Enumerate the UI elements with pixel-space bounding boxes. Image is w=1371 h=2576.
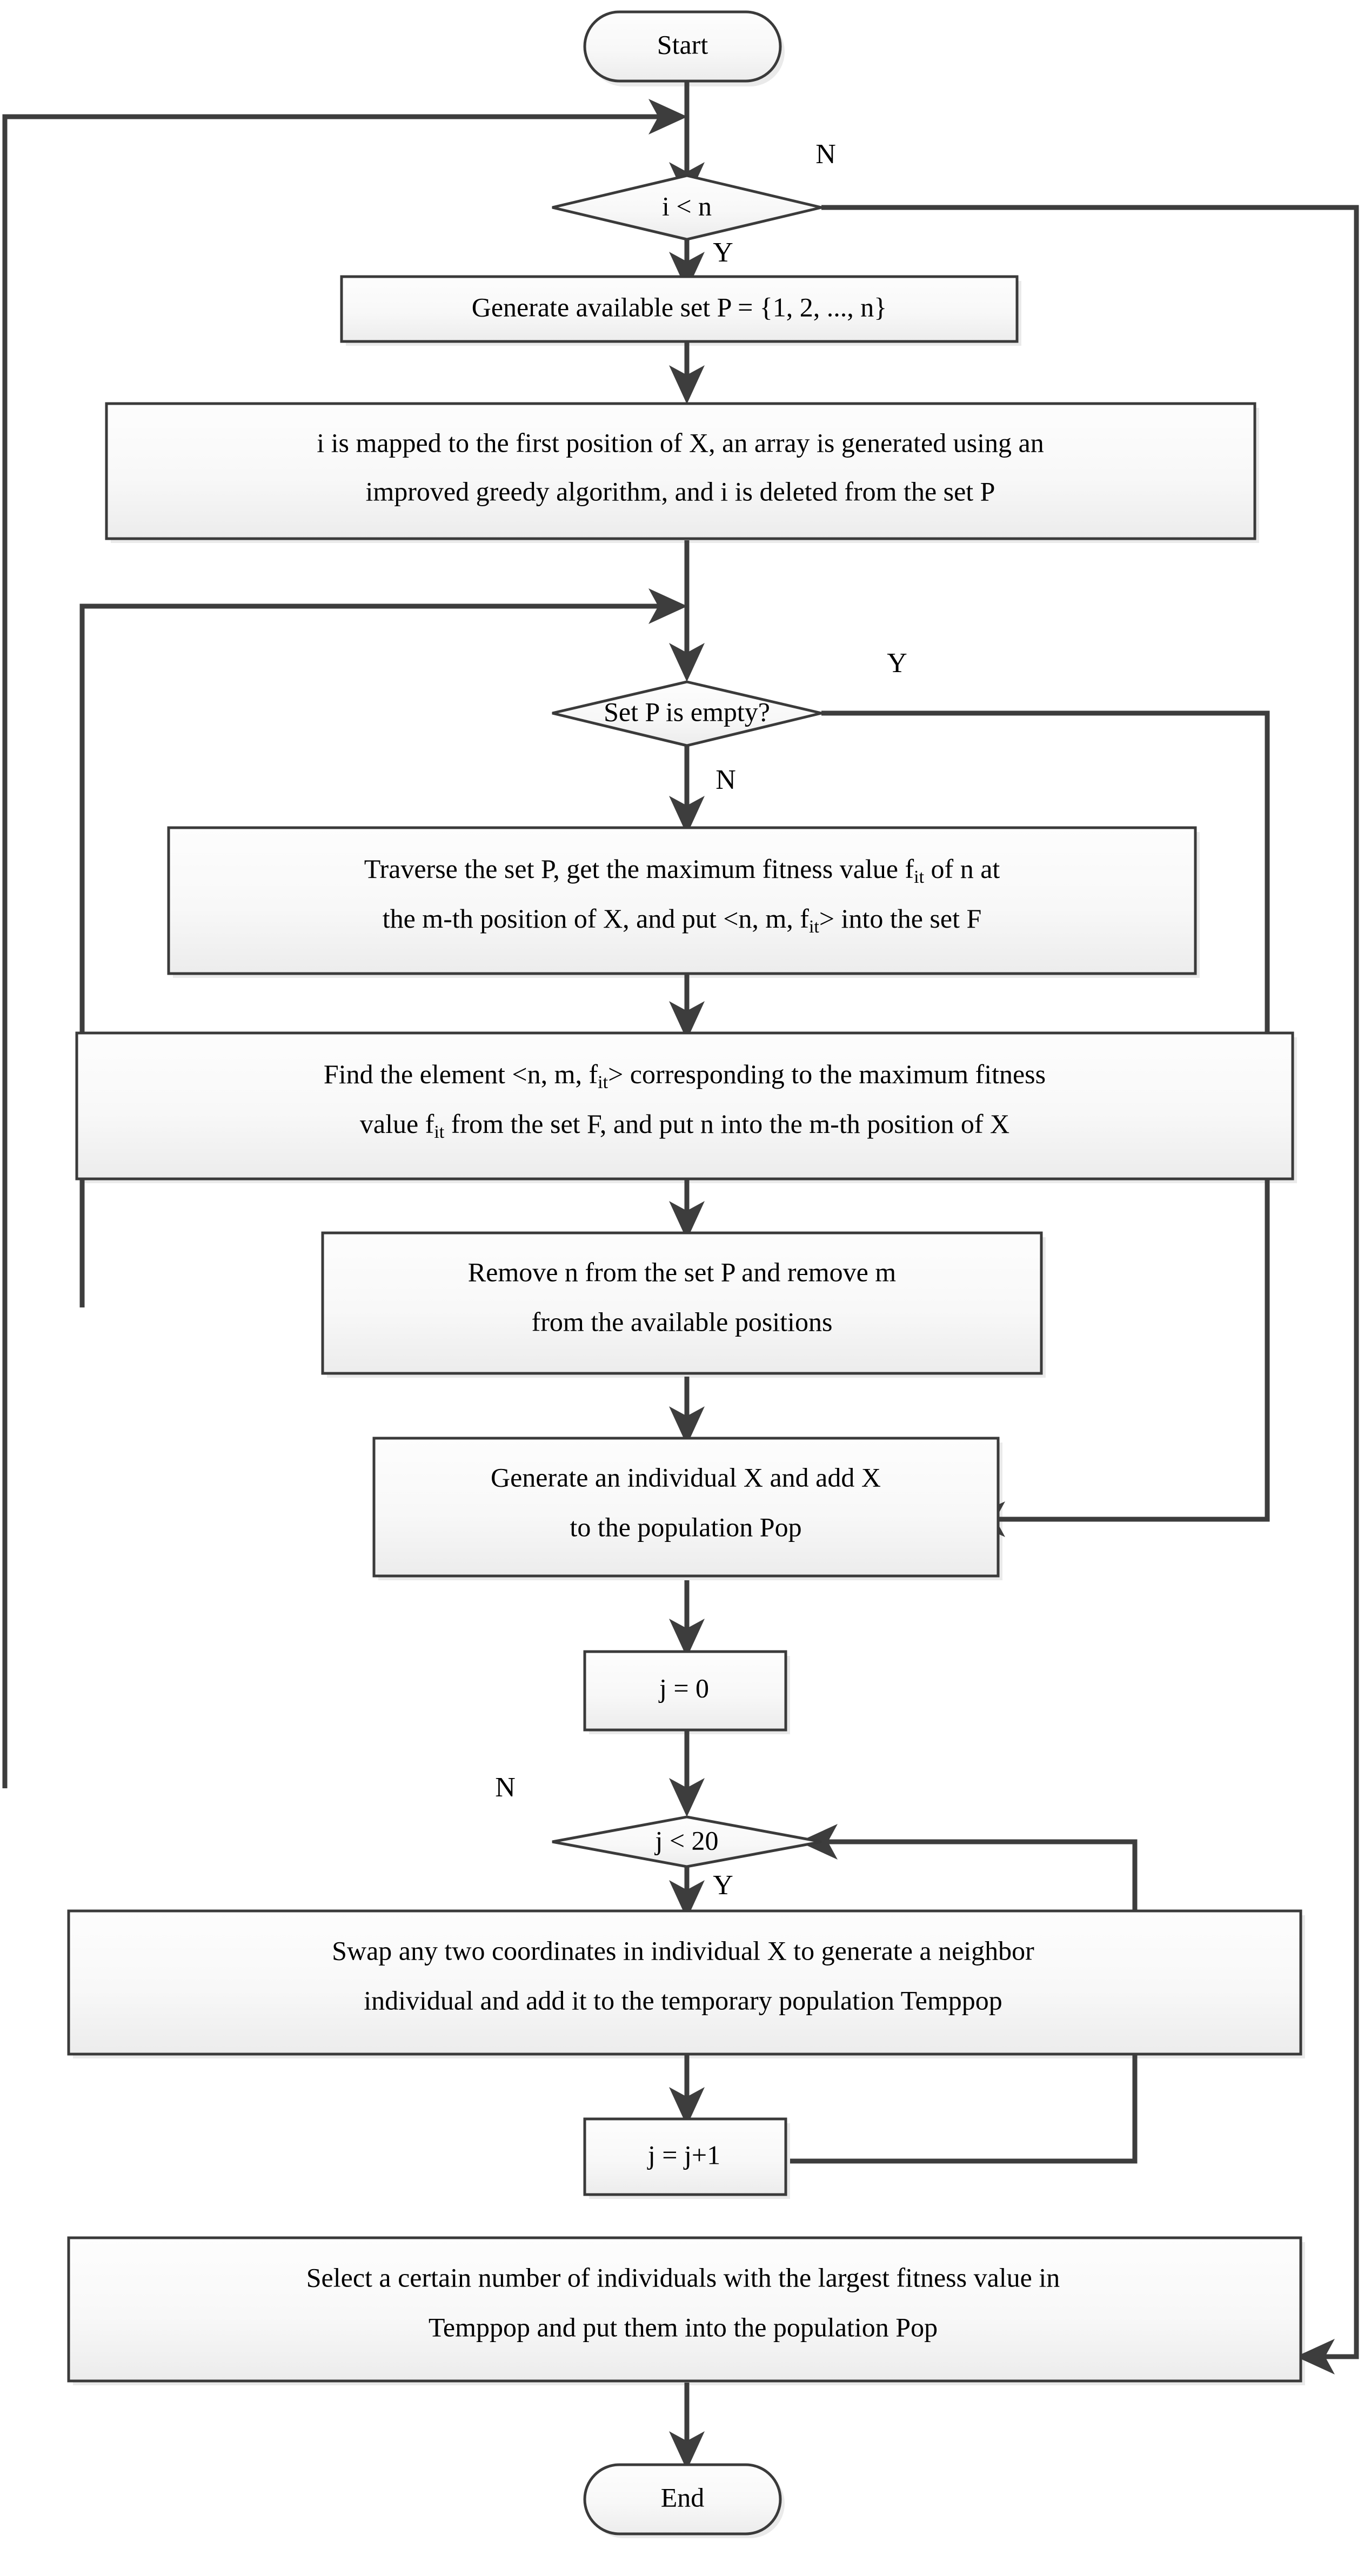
node-cond-i-lt-n-label: i < n: [661, 191, 712, 222]
traverse-line2-b: > into the set F: [819, 903, 982, 934]
node-gen-individual-line1: Generate an individual X and add X: [491, 1462, 881, 1493]
traverse-line1-b: of n at: [924, 854, 1000, 884]
node-find-element-line2: [360, 1109, 1009, 1142]
node-map-i-line2: improved greedy algorithm, and i is deleted from the set P: [365, 476, 995, 507]
node-end[interactable]: [585, 2465, 780, 2534]
node-start[interactable]: [585, 12, 780, 81]
node-gen-individual[interactable]: [374, 1438, 998, 1576]
node-swap-coords-line1: Swap any two coordinates in individual X to generate a neighbor: [332, 1935, 1034, 1966]
node-remove-n-line1: Remove n from the set P and remove m: [467, 1257, 897, 1287]
node-select-best-line1: Select a certain number of individuals with the largest fitness value in: [306, 2262, 1060, 2293]
node-select-best-line2: Temppop and put them into the population Pop: [428, 2312, 938, 2343]
branch-label-j-lt-20-yes: Y: [713, 1869, 733, 1901]
traverse-line1-sub: it: [914, 867, 925, 887]
node-cond-set-p-empty[interactable]: [552, 682, 821, 746]
branch-label-j-lt-20-no: N: [495, 1772, 516, 1803]
node-gen-set-p[interactable]: [342, 277, 1017, 341]
node-gen-set-p-label: Generate available set P = {1, 2, ..., n}: [471, 292, 887, 323]
node-cond-j-lt-20-label: j < 20: [655, 1825, 719, 1856]
branch-label-i-lt-n-no: N: [815, 138, 836, 170]
node-traverse-p-line1: [364, 854, 1000, 887]
node-j-incr-label: j = j+1: [647, 2139, 721, 2170]
node-cond-i-lt-n[interactable]: [552, 176, 821, 239]
find-line2-a: value f: [359, 1109, 434, 1139]
branch-label-i-lt-n-yes: Y: [713, 237, 733, 268]
branch-label-set-p-empty-no: N: [715, 764, 736, 795]
node-cond-set-p-empty-label: Set P is empty?: [604, 696, 770, 727]
node-map-i-line1: i is mapped to the first position of X, an array is generated using an: [317, 427, 1044, 458]
node-traverse-p[interactable]: [169, 828, 1195, 974]
traverse-line2-a: the m-th position of X, and put <n, m, f: [382, 903, 809, 934]
node-swap-coords-line2: individual and add it to the temporary population Temppop: [364, 1985, 1002, 2016]
node-swap-coords[interactable]: [69, 1911, 1301, 2054]
node-traverse-p-line2: [383, 903, 982, 936]
find-line2-b: from the set F, and put n into the m-th position of X: [444, 1109, 1010, 1139]
find-line1-sub: it: [598, 1072, 608, 1092]
find-line1-b: > corresponding to the maximum fitness: [608, 1059, 1046, 1090]
node-j-init-label: j = 0: [659, 1673, 710, 1703]
node-end-label: End: [660, 2482, 705, 2513]
node-remove-n[interactable]: [323, 1233, 1041, 1373]
branch-label-set-p-empty-yes: Y: [887, 647, 907, 679]
node-find-element-line1: [324, 1059, 1046, 1092]
node-j-incr[interactable]: [585, 2119, 786, 2195]
node-select-best[interactable]: [69, 2238, 1301, 2381]
find-line1-a: Find the element <n, m, f: [323, 1059, 598, 1090]
node-start-label: Start: [657, 29, 708, 60]
node-cond-j-lt-20[interactable]: [552, 1817, 821, 1867]
traverse-line1-a: Traverse the set P, get the maximum fitness value f: [364, 854, 914, 884]
node-find-element[interactable]: [77, 1033, 1293, 1179]
traverse-line2-sub: it: [808, 916, 819, 937]
node-map-i[interactable]: [106, 404, 1255, 539]
node-j-init[interactable]: [585, 1652, 786, 1730]
node-gen-individual-line2: to the population Pop: [570, 1512, 802, 1542]
node-remove-n-line2: from the available positions: [531, 1306, 833, 1337]
find-line2-sub: it: [434, 1122, 445, 1142]
